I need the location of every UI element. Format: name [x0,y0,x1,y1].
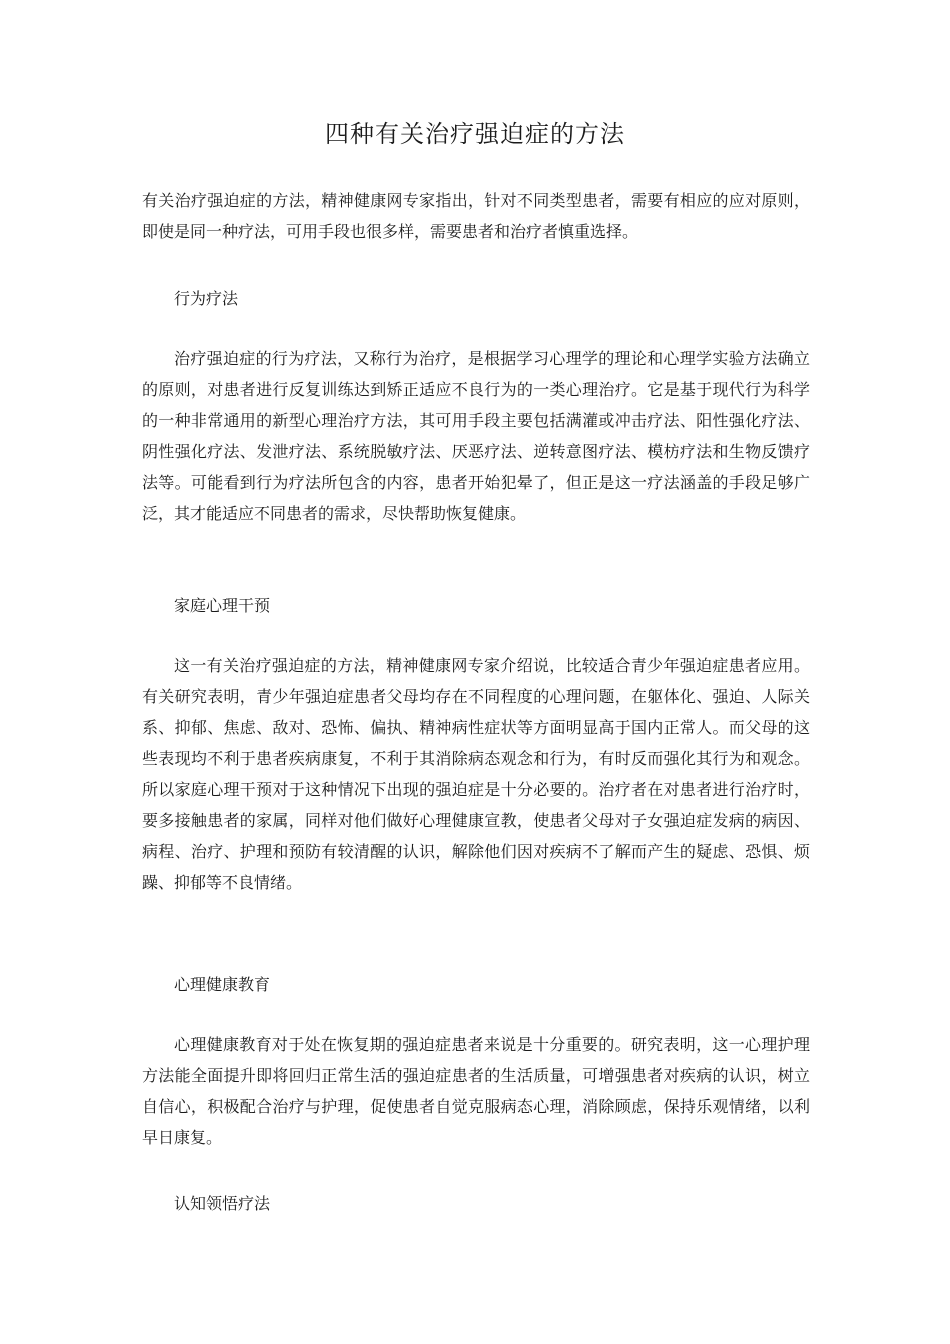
section-body-mental-health-education: 心理健康教育对于处在恢复期的强迫症患者来说是十分重要的。研究表明，这一心理护理方法能全面提升即将回归正常生活的强迫症患者的生活质量，可增强患者对疾病的认识，树立自信心，积极配合治疗与护理，促使患者自觉克服病态心理，消除顾虑，保持乐观情绪，以利早日康复。 [142,1035,810,1147]
section-body-family-intervention: 这一有关治疗强迫症的方法，精神健康网专家介绍说，比较适合青少年强迫症患者应用。有关研究表明，青少年强迫症患者父母均存在不同程度的心理问题，在躯体化、强迫、人际关系、抑郁、焦虑、敌对、恐怖、偏执、精神病性症状等方面明显高于国内正常人。而父母的这些表现均不利于患者疾病康复，不利于其消除病态观念和行为，有时反而强化其行为和观念。所以家庭心理干预对于这种情况下出现的强迫症是十分必要的。治疗者在对患者进行治疗时，要多接触患者的家属，同样对他们做好心理健康宣教，使患者父母对子女强迫症发病的病因、病程、治疗、护理和预防有较清醒的认识，解除他们因对疾病不了解而产生的疑虑、恐惧、烦躁、抑郁等不良情绪。 [142,656,810,892]
section-body-behavior-therapy: 治疗强迫症的行为疗法，又称行为治疗，是根据学习心理学的理论和心理学实验方法确立的原则，对患者进行反复训练达到矫正适应不良行为的一类心理治疗。它是基于现代行为科学的一种非常通用的新型心理治疗方法，其可用手段主要包括满灌或冲击疗法、阳性强化疗法、阴性强化疗法、发泄疗法、系统脱敏疗法、厌恶疗法、逆转意图疗法、模枋疗法和生物反馈疗法等。可能看到行为疗法所包含的内容，患者开始犯晕了，但正是这一疗法涵盖的手段足够广泛，其才能适应不同患者的需求，尽快帮助恢复健康。 [142,349,810,523]
section-heading-family-intervention: 家庭心理干预 [174,596,271,615]
section-heading-behavior-therapy: 行为疗法 [174,289,239,308]
section-heading-mental-health-education: 心理健康教育 [174,975,271,994]
section-heading-cognitive-insight-therapy: 认知领悟疗法 [174,1194,271,1213]
page-title: 四种有关治疗强迫症的方法 [325,120,625,148]
intro-paragraph: 有关治疗强迫症的方法，精神健康网专家指出，针对不同类型患者，需要有相应的应对原则，即使是同一种疗法，可用手段也很多样，需要患者和治疗者慎重选择。 [142,191,810,241]
